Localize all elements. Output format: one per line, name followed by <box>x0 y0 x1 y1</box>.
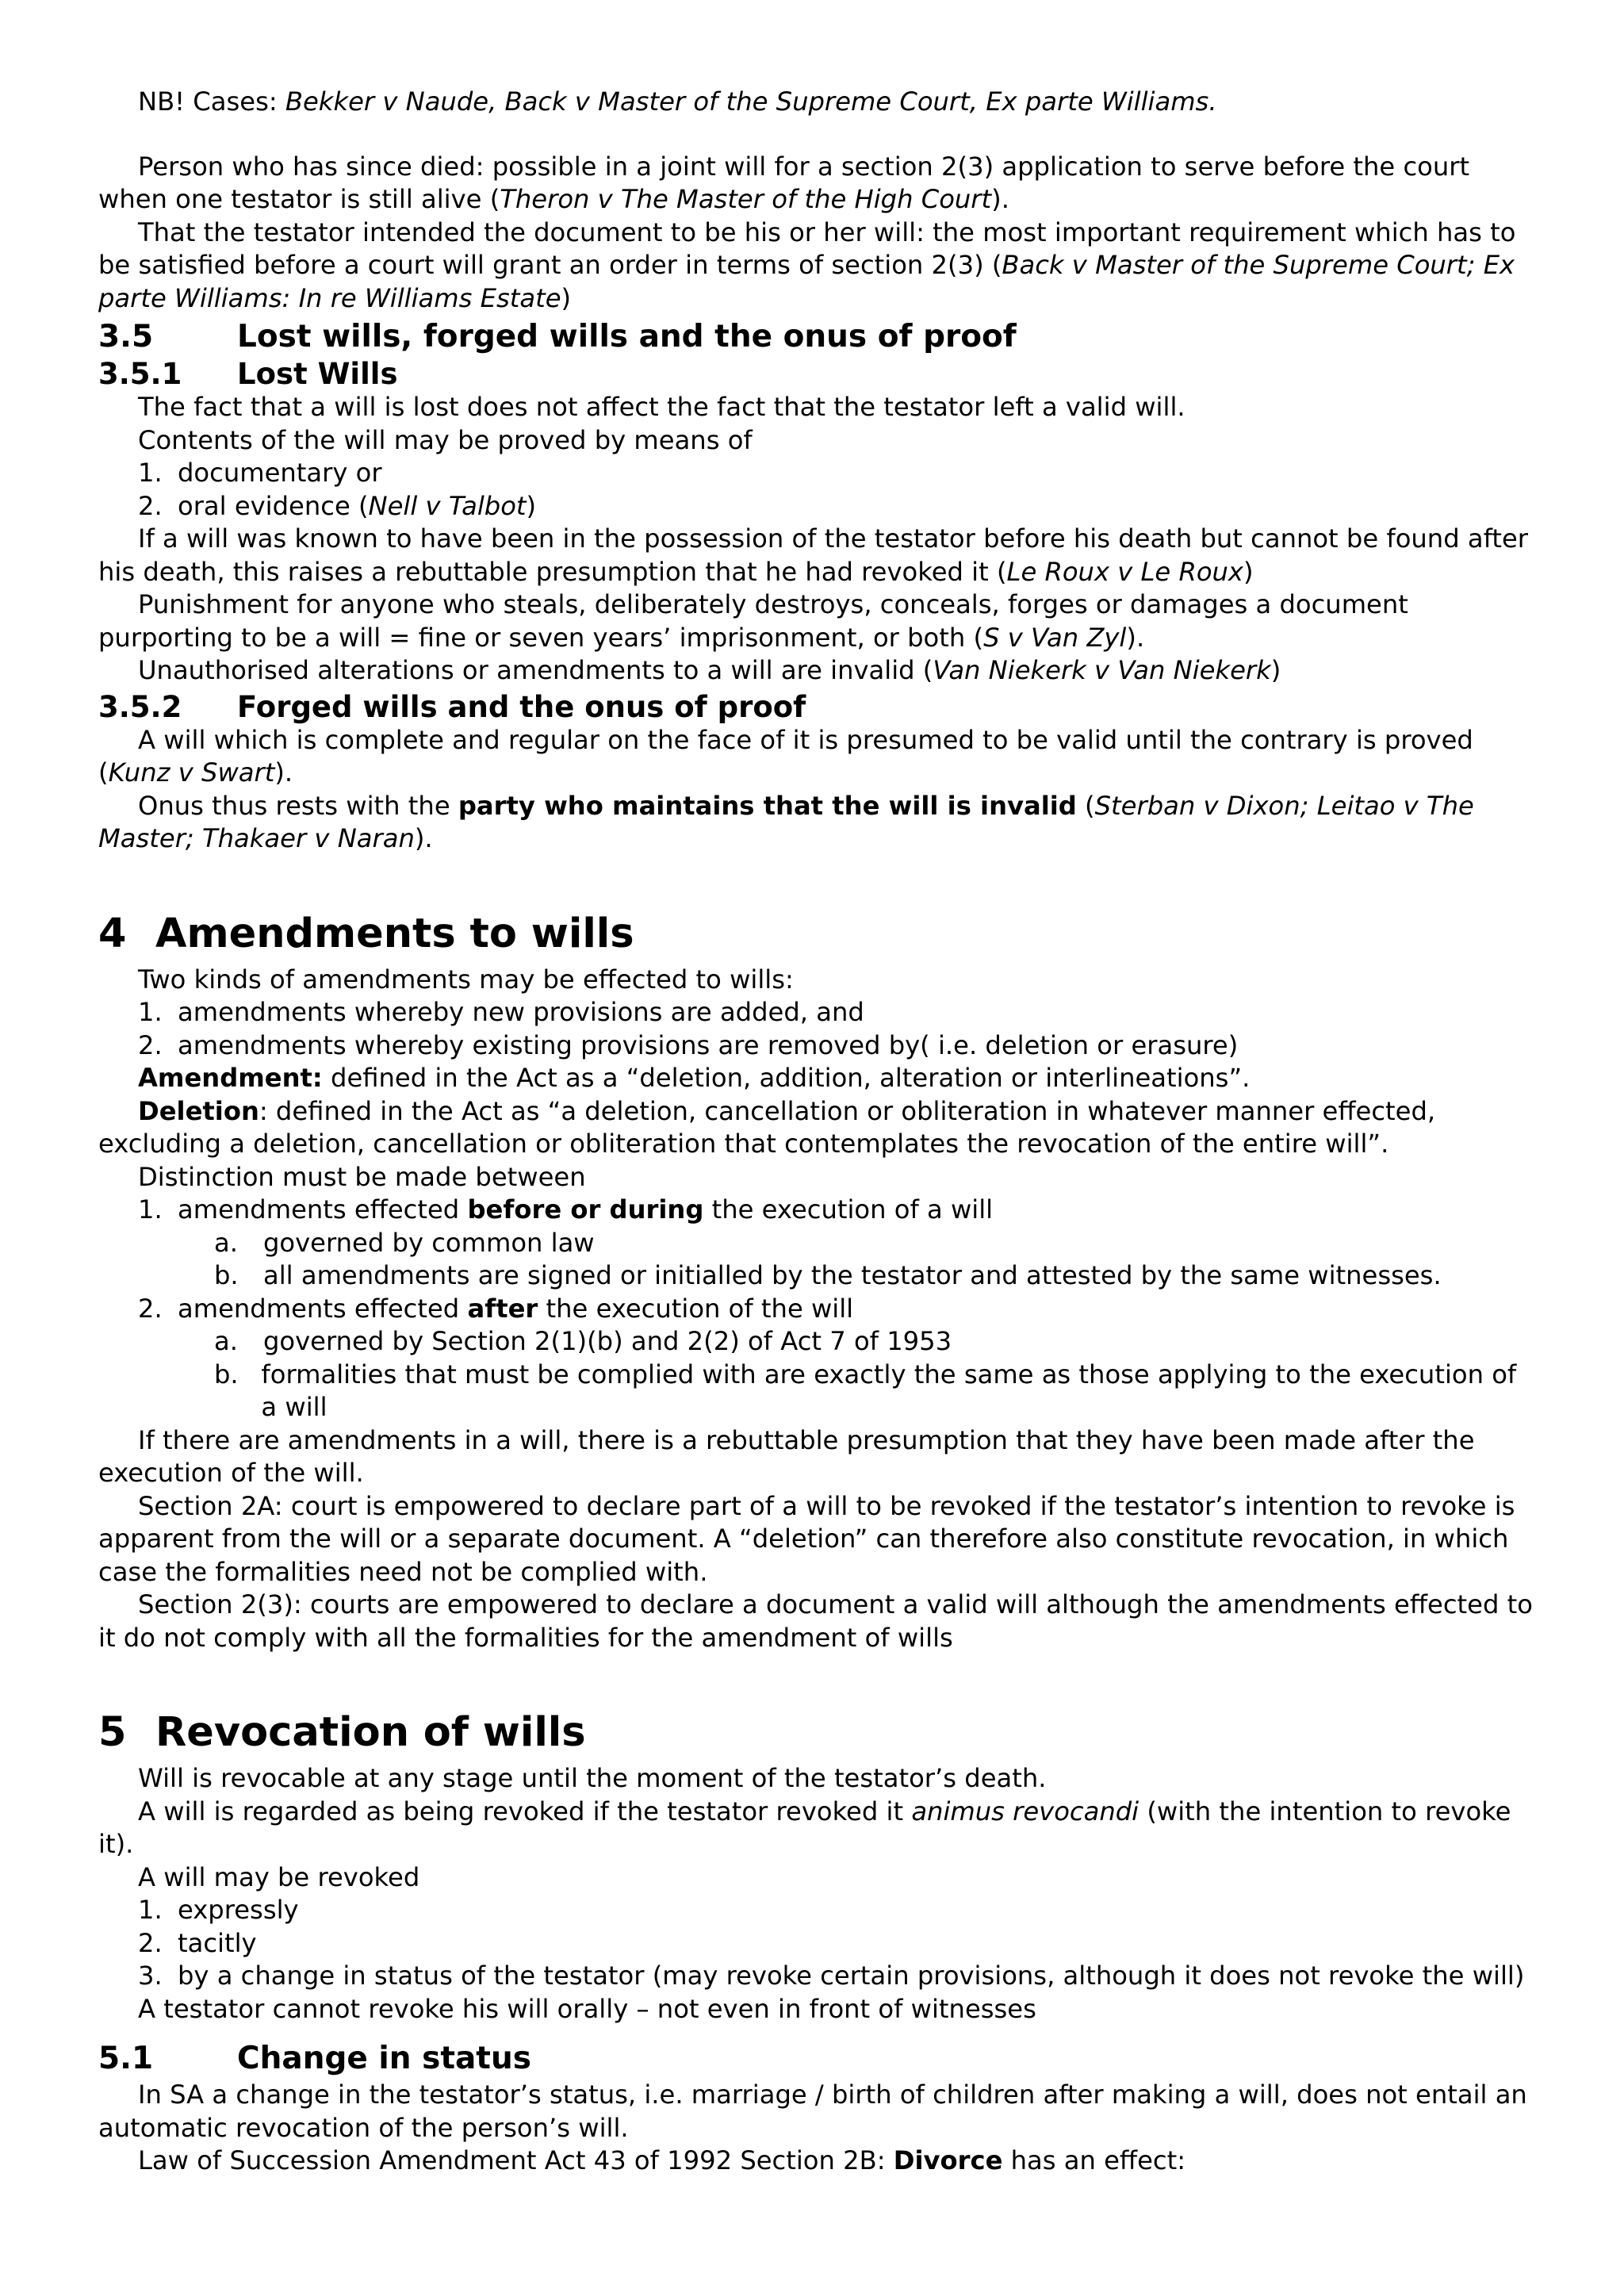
list-item: 1. expressly <box>138 1895 299 1925</box>
paragraph: Will is revocable at any stage until the moment of the testator’s death. <box>138 1763 1047 1793</box>
paragraph: A will is regarded as being revoked if the testator revoked it animus revocandi (with the intention to revoke it). <box>98 1796 1511 1859</box>
paragraph: In SA a change in the testator’s status, i.e. marriage / birth of children after making a will, does not entail an automatic revocation of the person’s will. <box>98 2079 1527 2143</box>
list-item: 2. oral evidence (Nell v Talbot) <box>138 490 537 521</box>
sub-list-item: b. formalities that must be complied with are exactly the same as those applying to the execution of a will <box>214 1359 1517 1422</box>
case-citation: Kunz v Swart <box>108 757 275 788</box>
paragraph: A will which is complete and regular on the face of it is presumed to be valid until the contrary is proved (Kunz v Swart). <box>98 724 1473 788</box>
paragraph: Distinction must be made between <box>138 1161 586 1192</box>
section-heading-3-5-1: 3.5.1 Lost Wills <box>98 357 398 391</box>
paragraph: Section 2(3): courts are empowered to declare a document a valid will although the amendments effected to it do not comply with all the formalities for the amendment of wills <box>98 1589 1533 1653</box>
section-heading-3-5-2: 3.5.2 Forged wills and the onus of proof <box>98 689 806 724</box>
paragraph: Section 2A: court is empowered to declare part of a will to be revoked if the testator’s intention to revoke is apparent from the will or a separate document. A “deletion” can therefore also constitute revocation, in which case the formalities need not be complied with. <box>98 1490 1515 1587</box>
list-item: 2. tacitly <box>138 1927 257 1958</box>
section-heading-4: 4 Amendments to wills <box>98 910 634 957</box>
paragraph: Contents of the will may be proved by means of <box>138 424 753 455</box>
list-item: 1. amendments whereby new provisions are added, and <box>138 997 864 1027</box>
section-heading-5: 5 Revocation of wills <box>98 1709 586 1756</box>
sub-list-item: a. governed by Section 2(1)(b) and 2(2) of Act 7 of 1953 <box>214 1326 952 1356</box>
paragraph: Law of Succession Amendment Act 43 of 1992 Section 2B: Divorce has an effect: <box>138 2145 1186 2175</box>
paragraph: Punishment for anyone who steals, deliberately destroys, conceals, forges or damages a document purporting to be a will = fine or seven years’ imprisonment, or both (S v Van Zyl). <box>98 589 1408 653</box>
paragraph-testator-intended: That the testator intended the document to be his or her will: the most important requirement which has to be satisfied before a court will grant an order in terms of section 2(3) (Back v Master of the Supreme Court; Ex parte Williams: In re Williams Estate) <box>98 217 1516 313</box>
nb-cases-line: NB! Cases: Bekker v Naude, Back v Master of the Supreme Court, Ex parte Williams. <box>138 86 1217 117</box>
case-citation: Le Roux v Le Roux <box>1006 556 1243 587</box>
document-page <box>98 86 1535 2178</box>
case-citation: Nell v Talbot <box>368 490 527 521</box>
case-citation: Van Niekerk v Van Niekerk <box>933 655 1271 685</box>
paragraph: A testator cannot revoke his will orally – not even in front of witnesses <box>138 1993 1036 2024</box>
paragraph: The fact that a will is lost does not affect the fact that the testator left a valid will. <box>138 392 1185 422</box>
paragraph: If a will was known to have been in the possession of the testator before his death but cannot be found after his death, this raises a rebuttable presumption that he had revoked it (Le Roux v Le Roux) <box>98 523 1529 587</box>
list-item: 2. amendments effected after the execution of the will <box>138 1293 854 1324</box>
case-citation: Sterban v Dixon; Leitao v The Master; Thakaer v Naran <box>98 790 1474 853</box>
list-item: 1. amendments effected before or during the execution of a will <box>138 1194 994 1225</box>
list-item: 2. amendments whereby existing provisions are removed by( i.e. deletion or erasure) <box>138 1029 1239 1060</box>
sub-list-item: a. governed by common law <box>214 1227 595 1258</box>
sub-list-item: b. all amendments are signed or initialled by the testator and attested by the same witnesses. <box>214 1260 1442 1290</box>
case-citation: Back v Master of the Supreme Court; Ex parte Williams: In re Williams Estate <box>98 250 1515 313</box>
paragraph-person-died: Person who has since died: possible in a joint will for a section 2(3) application to serve before the court when one testator is still alive (Theron v The Master of the High Court). <box>98 151 1470 214</box>
paragraph: A will may be revoked <box>138 1861 420 1892</box>
definition-amendment: Amendment: defined in the Act as a “deletion, addition, alteration or interlineations”. <box>138 1063 1251 1093</box>
case-citation: Theron v The Master of the High Court <box>500 184 992 214</box>
paragraph: Onus thus rests with the party who maintains that the will is invalid (Sterban v Dixon; Leitao v The Master; Thakaer v Naran). <box>98 790 1474 853</box>
paragraph: If there are amendments in a will, there is a rebuttable presumption that they have been made after the execution of the will. <box>98 1424 1475 1488</box>
list-item: 1. documentary or <box>138 458 382 488</box>
definition-deletion: Deletion: defined in the Act as “a deletion, cancellation or obliteration in whatever manner effected, excluding a deletion, cancellation or obliteration that contemplates the revocation of the entire will”. <box>98 1095 1436 1159</box>
section-heading-3-5: 3.5 Lost wills, forged wills and the onus of proof <box>98 319 1017 355</box>
section-heading-5-1: 5.1 Change in status <box>98 2041 531 2076</box>
paragraph: Unauthorised alterations or amendments to a will are invalid (Van Niekerk v Van Niekerk) <box>138 655 1281 685</box>
case-citations: Bekker v Naude, Back v Master of the Supreme Court, Ex parte Williams. <box>285 86 1217 117</box>
list-item: 3. by a change in status of the testator (may revoke certain provisions, although it does not revoke the will) <box>138 1961 1525 1991</box>
case-citation: S v Van Zyl <box>983 622 1127 653</box>
paragraph: Two kinds of amendments may be effected to wills: <box>138 964 794 995</box>
latin-term: animus revocandi <box>911 1796 1139 1826</box>
